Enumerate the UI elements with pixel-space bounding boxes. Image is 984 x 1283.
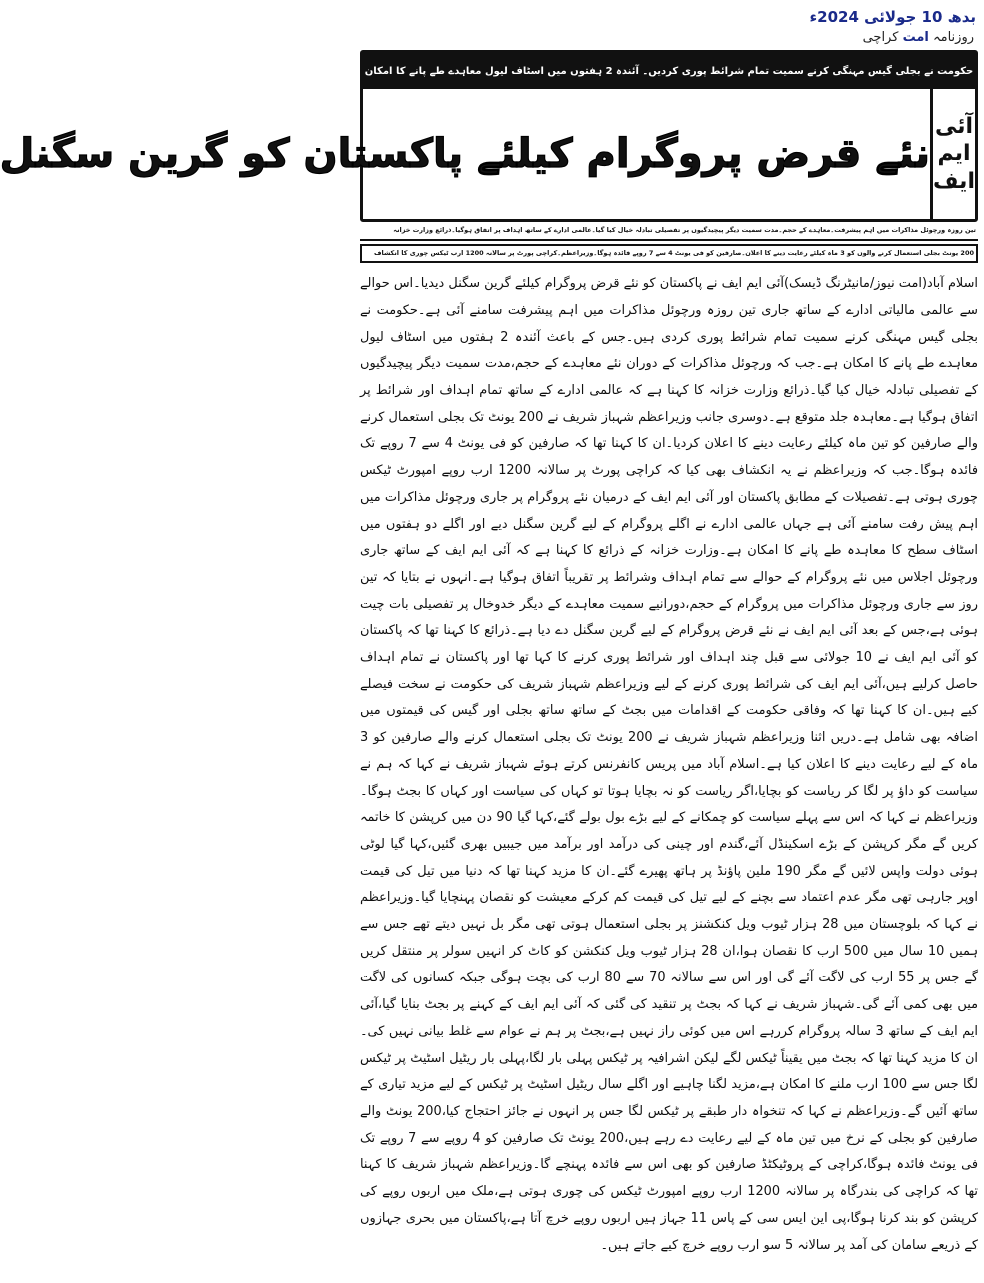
- main-headline: نئے قرض پروگرام کیلئے پاکستان کو گرین سگنل: [0, 131, 930, 177]
- subheadline-box: 200 یونٹ بجلی استعمال کرنے والوں کو 3 ماہ کیلئے رعایت دینے کا اعلان۔صارفین کو فی یونٹ 4 سے 7 روپے فائدہ ہوگا۔وزیراعظم۔کراچی پورٹ پر سالانہ 1200 ارب ٹیکس چوری کا انکشاف: [360, 244, 978, 263]
- imf-label-line: آئی: [934, 114, 974, 140]
- strapline: حکومت نے بجلی گیس مہنگی کرنے سمیت تمام شرائط پوری کردیں۔ آئندہ 2 ہفتوں میں اسٹاف لیول معاہدے طے پانے کا امکان: [363, 53, 975, 89]
- article-body: [360, 271, 978, 1259]
- article-text: اسلام آباد(امت نیوز/مانیٹرنگ ڈیسک)آئی ایم ایف نے پاکستان کو نئے قرض پروگرام کیلئے گرین سگنل دیدیا۔اس حوالے سے عالمی مالیاتی ادارے کے ساتھ جاری تین روزہ ورچوئل مذاکرات میں اہم پیشرفت سامنے آئی ہے۔حکومت نے بجلی گیس مہنگی کرنے سمیت تمام شرائط پوری کردی ہیں۔جس کے باعث آئندہ 2 ہفتوں میں اسٹاف لیول معاہدے طے پانے کا امکان ہے۔جب کہ ورچوئل مذاکرات کے دوران نئے معاہدے کے حجم،مدت سمیت دیگر پیچیدگیوں کے تفصیلی تبادلہ خیال کیا گیا۔ذرائع وزارت خزانہ کا کہنا ہے کہ عالمی ادارے کے ساتھ تمام اہداف اور شرائط پر اتفاق ہوگیا ہے۔معاہدہ جلد متوقع ہے۔دوسری جانب وزیراعظم شہباز شریف نے 200 یونٹ تک بجلی استعمال کرنے والے صارفین کو تین ماہ کیلئے رعایت دینے کا اعلان کردیا۔ان کا کہنا تھا کہ صارفین کو فی یونٹ 4 سے 7 روپے تک فائدہ ہوگا۔جب کہ وزیراعظم نے یہ انکشاف بھی کیا کہ کراچی پورٹ پر سالانہ 1200 ارب روپے امپورٹ ٹیکس چوری ہوتی ہے۔تفصیلات کے مطابق پاکستان اور آئی ایم ایف کے درمیان نئے پروگرام پر جاری ورچوئل مذاکرات میں اہم پیش رفت سامنے آئی ہے جہاں عالمی ادارے نے اگلے پروگرام کے لیے گرین سگنل دیے اور اگلے دو ہفتوں میں اسٹاف سطح کا معاہدہ طے پانے کا امکان ہے۔وزارت خزانہ کے ذرائع کا کہنا ہے کہ آئی ایم ایف کے ساتھ جاری ورچوئل اجلاس میں نئے پروگرام کے حوالے سے تمام اہداف وشرائط پر تقریباً اتفاق ہوگیا ہے۔انہوں نے بتایا کہ تین روز سے جاری ورچوئل مذاکرات میں پروگرام کے حجم،دورانیے سمیت معاہدے کے دیگر خدوخال پر تفصیلی بات چیت ہوئی ہے،جس کے بعد آئی ایم ایف نے نئے قرض پروگرام کے لیے گرین سگنل دے دیا ہے۔ذرائع کا کہنا تھا کہ پاکستان کو آئی ایم ایف نے 10 جولائی سے قبل چند اہداف اور شرائط پوری کرنے کا کہا تھا اور پاکستان نے تمام اہداف حاصل کرلیے ہیں،آئی ایم ایف کی شرائط پوری کرنے کے لیے وزیراعظم شہباز شریف کی حکومت نے سخت فیصلے کیے ہیں۔ان کا کہنا تھا کہ وفاقی حکومت کے اقدامات میں بجٹ کے ساتھ ساتھ بجلی اور گیس کی قیمتوں میں اضافہ بھی شامل ہے۔دریں اثنا وزیراعظم شہباز شریف نے 200 یونٹ تک بجلی استعمال کرنے والے صارفین کو 3 ماہ کے لیے رعایت دینے کا اعلان کیا ہے۔اسلام آباد میں پریس کانفرنس کرتے ہوئے شہباز شریف نے کہا کہ ہم نے سیاست کو داؤ پر لگا کر ریاست کو بچایا،اگر ریاست کو نہ بچایا ہوتا تو کہاں کی سیاست اور کہاں کا بجٹ ہوگا۔وزیراعظم نے کہا کہ اس سے پہلے سیاست کو چمکانے کے لیے بڑے بول بولے گئے،کہا گیا 90 دن میں کرپشن کا خاتمہ کریں گے مگر کرپشن کے بڑے اسکینڈل آئے،گندم اور چینی کی درآمد اور برآمد میں جیبیں بھری گئیں،کہا گیا لوٹی ہوئی دولت واپس لائیں گے مگر 190 ملین پاؤنڈ پر ہاتھ پھیرے گئے۔ان کا مزید کہنا تھا کہ دنیا میں تیل کی قیمت اوپر جارہی تھی مگر عدم اعتماد سے بچنے کے لیے تیل کی قیمت کم کرکے معیشت کو نقصان پہنچایا گیا۔وزیراعظم نے کہا کہ بلوچستان میں 28 ہزار ٹیوب ویل کنکشنز پر بجلی استعمال ہوتی تھی مگر بل نہیں دیتے تھے جس سے ہمیں 10 سال میں 500 ارب کا نقصان ہوا،ان 28 ہزار ٹیوب ویل کنکشن کو کاٹ کر انہیں سولر پر منتقل کریں گے جس پر 55 ارب کی لاگت آئے گی اور اس سے سالانہ 70 سے 80 ارب کی بچت ہوگی جبکہ کسانوں کی لاگت میں بھی کمی آئے گی۔شہباز شریف نے کہا کہ بجٹ پر تنقید کی گئی کہ آئی ایم ایف کے کہنے پر بجٹ بنایا گیا،آئی ایم ایف کے ساتھ 3 سالہ پروگرام کررہے اس میں کوئی راز نہیں ہے،بجٹ پر ہم نے عوام سے غلط بیانی نہیں کی۔ان کا مزید کہنا تھا کہ بجٹ میں یقیناً ٹیکس لگے لیکن اشرافیہ پر ٹیکس پہلی بار لگا،پہلی بار ریٹیل اسٹیٹ پر ٹیکس لگا جس سے 100 ارب ملنے کا امکان ہے،مزید لگنا چاہیے اور اگلے سال ریٹیل اسٹیٹ پر ٹیکس کے لیے مزید تیاری کے ساتھ آئیں گے۔وزیراعظم نے کہا کہ تنخواہ دار طبقے پر ٹیکس لگا جس پر انہوں نے جائز احتجاج کیا،200 یونٹ والے صارفین کو بجلی کے نرخ میں تین ماہ کے لیے رعایت دے رہے ہیں،200 یونٹ تک صارفین کو 4 روپے سے 7 روپے تک فی یونٹ فائدہ ہوگا،کراچی کے پروٹیکٹڈ صارفین کو بھی اس سے فائدہ پہنچے گا۔وزیراعظم شہباز شریف کا کہنا تھا کہ کراچی کی بندرگاہ پر سالانہ 1200 ارب روپے امپورٹ ٹیکس کی چوری ہوتی ہے،ملک میں اربوں روپے کی کرپشن کو بند کرنا ہوگا،پی این ایس سی کے پاس 11 جہاز ہیں اربوں روپے خرچ آتا ہے،پاکستان میں بحری جہازوں کے ذریعے سامان کی آمد پر سالانہ 5 سو ارب روپے خرچ کیے جاتے ہیں۔: [360, 276, 979, 1253]
- subheadline: تین روزہ ورچوئل مذاکرات میں اہم پیشرفت۔معاہدے کے حجم۔مدت سمیت دیگر پیچیدگیوں پر تفصیلی تبادلہ خیال کیا گیا۔عالمی ادارے کے ساتھ اہداف پر اتفاق ہوگیا۔ذرائع وزارت خزانہ: [360, 222, 978, 241]
- paper-city: کراچی: [862, 30, 899, 45]
- newspaper-name: [863, 30, 974, 45]
- headline-row: [0, 89, 975, 219]
- paper-prefix: روزنامہ: [933, 30, 974, 45]
- headline-banner: [0, 50, 978, 222]
- issue-date: بدھ 10 جولائی 2024ء: [809, 8, 976, 26]
- dateline: [360, 6, 978, 50]
- imf-label: [930, 89, 975, 219]
- paper-brand: امت: [902, 30, 929, 45]
- imf-label-line: ایف: [932, 168, 975, 194]
- imf-label-line: ایم: [937, 141, 971, 167]
